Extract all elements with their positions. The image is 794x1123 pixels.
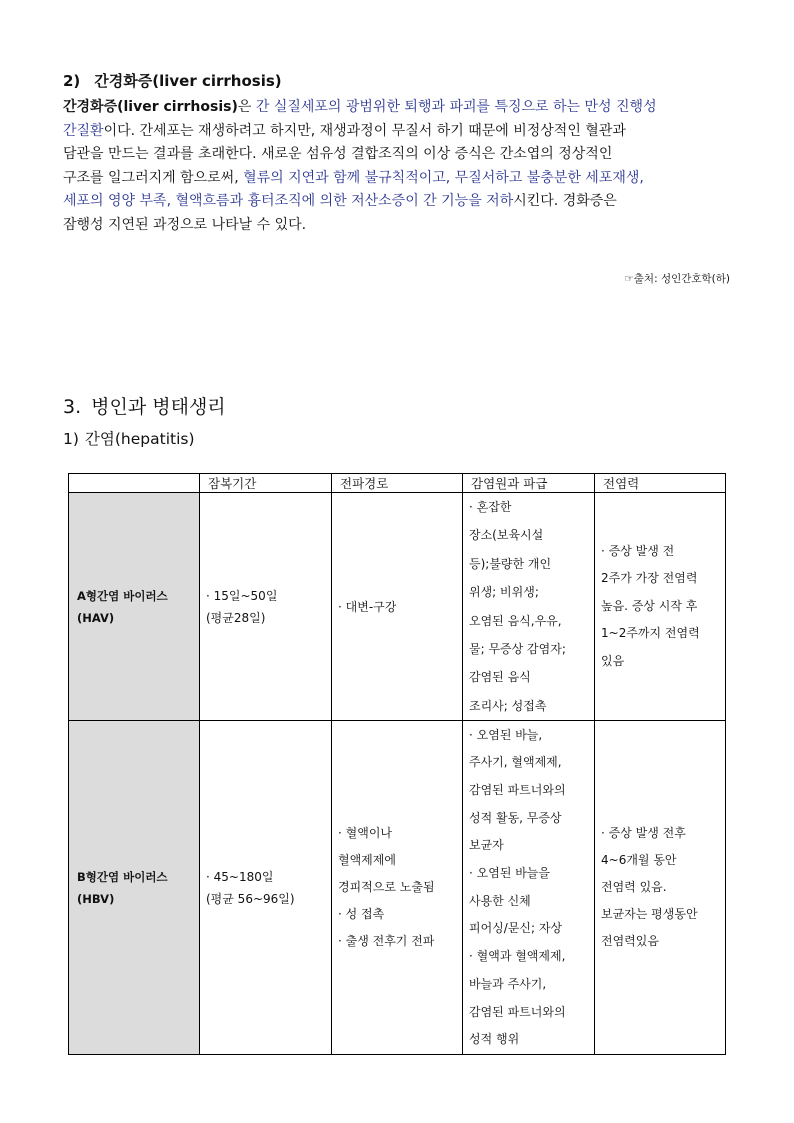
cell-line: 오염된 음식,우유, (469, 613, 562, 628)
cell-line: 주사기, 혈액제제, (469, 755, 562, 770)
paragraph-line (63, 214, 743, 238)
cell-line: 있음 (601, 654, 625, 669)
cell-line: · 45~180일 (206, 869, 274, 884)
highlighted-text: 혈류의 지연과 함께 불규칙적이고, 무질서하고 불충분한 세포재생, (243, 169, 644, 186)
body-text: 시킨다. 경화증은 (513, 193, 617, 209)
cell-line: · 증상 발생 전후 (601, 826, 686, 841)
hepatitis-heading-number: 1) (63, 430, 79, 448)
route-cell (332, 721, 463, 1055)
cell-lines (601, 538, 721, 676)
cell-line: · 혼잡한 (469, 500, 512, 514)
cell-line: · 혈액이나 (338, 826, 392, 841)
cell-line: 높음. 증상 시작 후 (601, 598, 698, 613)
cell-line: · 혈액과 혈액제제, (469, 949, 566, 964)
infectivity-cell (595, 493, 726, 721)
row-label-cell (69, 721, 200, 1055)
cell-line: (평균 56~96일) (206, 891, 295, 906)
cell-line: 1~2주까지 전염력 (601, 626, 700, 641)
body-text: 이다. 간세포는 재생하려고 하지만, 재생과정이 무질서 하기 때문에 비정상적인 혈관과 (103, 122, 626, 139)
cell-line: 위생; 비위생; (469, 585, 539, 600)
cell-lines (338, 820, 458, 955)
table-row-hbv (69, 721, 726, 1055)
cell-line: 4~6개월 동안 (601, 853, 677, 868)
cell-line: 전염력있음 (601, 934, 659, 949)
cell-line: 감염된 파트너와의 (469, 1004, 566, 1019)
hepatitis-heading (63, 427, 195, 449)
source-cell (463, 493, 595, 721)
cell-line: · 15일~50일 (206, 588, 278, 603)
cell-line: · 증상 발생 전 (601, 543, 675, 558)
cell-line: 혈액제제에 (338, 853, 396, 868)
cell-lines (469, 493, 590, 720)
paragraph-line (63, 143, 743, 167)
cell-line: 2주가 가장 전염력 (601, 571, 698, 586)
header-infectivity: 전염력 (595, 474, 726, 493)
cell-line: 성적 활동, 무증상 (469, 810, 562, 825)
cell-line: 감염된 파트너와의 (469, 782, 566, 797)
row-label-line: (HAV) (77, 610, 115, 625)
cell-line: 보균자 (469, 838, 504, 853)
row-label-line: (HBV) (77, 891, 115, 906)
cell-lines (206, 585, 327, 629)
table-row-hav (69, 493, 726, 721)
paragraph-line (63, 190, 743, 214)
hepatitis-heading-text: 간염(hepatitis) (84, 430, 195, 448)
cell-line: · 오염된 바늘을 (469, 866, 550, 881)
cell-line: · 대변-구강 (338, 600, 397, 615)
body-text: 구조를 일그러지게 함으로써, (63, 169, 244, 186)
cell-line: · 출생 전후기 전파 (338, 934, 435, 949)
cell-lines (206, 866, 327, 910)
row-label-line: A형간염 바이러스 (77, 588, 168, 603)
paragraph-line (63, 167, 743, 191)
cell-line: 보균자는 평생동안 (601, 907, 698, 922)
incubation-cell (200, 493, 332, 721)
infectivity-cell (595, 721, 726, 1055)
cell-line: · 오염된 바늘, (469, 727, 543, 742)
hepatitis-table (68, 473, 726, 1055)
cell-lines (338, 598, 458, 615)
cell-line: 사용한 신체 (469, 893, 531, 908)
highlighted-text: 간 실질세포의 광범위한 퇴행과 파괴를 특징으로 하는 만성 진행성 (255, 99, 657, 115)
cirrhosis-heading-text: 간경화증(liver cirrhosis) (94, 72, 282, 90)
paragraph-line (63, 96, 743, 120)
cell-lines (601, 820, 721, 955)
route-cell (332, 493, 463, 721)
cell-line: 성적 행위 (469, 1032, 520, 1047)
header-empty (69, 474, 200, 493)
paragraph-line (63, 120, 743, 144)
highlighted-text: 세포의 영양 부족, 혈액흐름과 흉터조직에 의한 저산소증이 간 기능을 저하 (63, 193, 514, 209)
cell-line: (평균28일) (206, 610, 266, 625)
cirrhosis-heading-number: 2) (63, 72, 81, 90)
cirrhosis-heading (63, 70, 282, 91)
cell-line: 피어싱/문신; 자상 (469, 921, 563, 936)
cell-line: 장소(보육시설 (469, 528, 544, 543)
section-3-heading (63, 392, 226, 419)
cell-line: 물; 무증상 감염자; (469, 642, 566, 657)
cell-line: 감염된 음식 (469, 670, 531, 685)
row-label-line: B형간염 바이러스 (77, 869, 168, 884)
term-text: 간경화증(liver cirrhosis) (63, 99, 238, 115)
incubation-cell (200, 721, 332, 1055)
cell-line: 조리사; 성접촉 (469, 698, 547, 713)
cell-lines (469, 722, 590, 1054)
header-source: 감염원과 파급 (463, 474, 595, 493)
cell-line: 등);불량한 개인 (469, 556, 552, 571)
body-text: 잠행성 지연된 과정으로 나타날 수 있다. (63, 216, 307, 233)
table-header-row (69, 474, 726, 493)
body-text: 담관을 만드는 결과를 초래한다. 새로운 섬유성 결합조직의 이상 증식은 간소엽의 정상적인 (63, 146, 613, 162)
highlighted-text: 간질환 (63, 122, 104, 139)
cell-line: 바늘과 주사기, (469, 976, 547, 991)
source-citation: ☞출처: 성인간호학(하) (624, 273, 730, 285)
source-cell (463, 721, 595, 1055)
cell-line: 경피적으로 노출됨 (338, 880, 435, 895)
row-label-cell (69, 493, 200, 721)
cell-line: · 성 접촉 (338, 907, 385, 922)
body-text: 은 (237, 99, 256, 115)
section-3-number: 3. (63, 396, 82, 418)
header-route: 전파경로 (332, 474, 463, 493)
header-incubation: 잠복기간 (200, 474, 332, 493)
section-3-title: 병인과 병태생리 (91, 396, 226, 418)
cell-line: 전염력 있음. (601, 880, 667, 895)
cirrhosis-paragraph (63, 96, 743, 237)
